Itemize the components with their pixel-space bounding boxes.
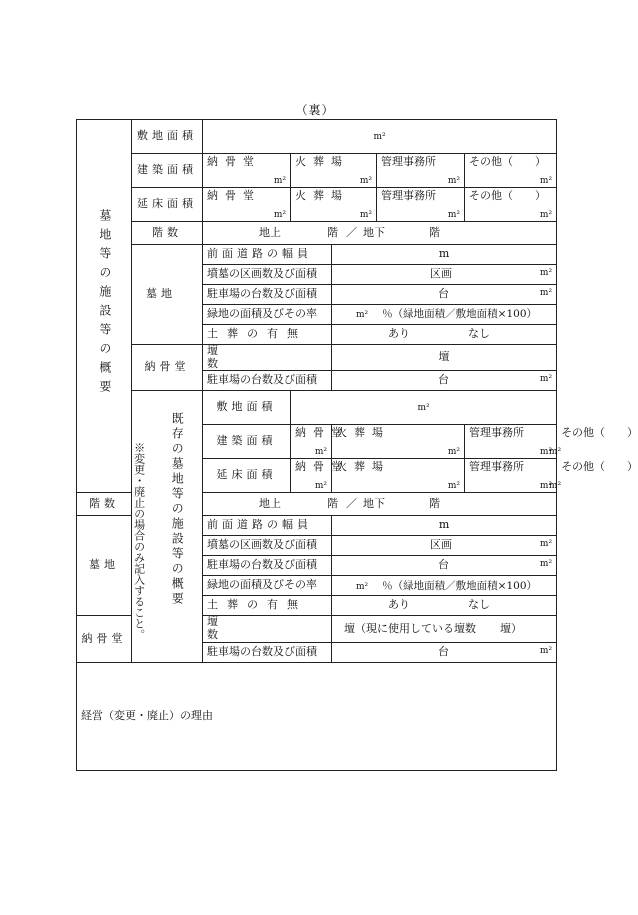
building-area-other[interactable]: その他（ ） m² [465, 154, 557, 188]
existing-parking-field[interactable]: 台 m² [332, 556, 557, 576]
road-width-label: 前面道路の幅員 [203, 245, 332, 265]
building-area-columbarium[interactable]: 納骨堂 m² [203, 154, 291, 188]
building-area-office[interactable]: 管理事務所 m² [377, 154, 465, 188]
existing-road-width-field[interactable]: m [332, 516, 557, 536]
niches-label: 壇数 [203, 345, 332, 371]
existing-floor-area-office[interactable]: 管理事務所 m² [465, 459, 557, 493]
green-area-label: 緑地の面積及びその率 [203, 305, 332, 325]
parking-label: 駐車場の台数及び面積 [203, 285, 332, 305]
existing-road-width-label: 前面道路の幅員 [203, 516, 332, 536]
existing-burial-field[interactable]: あり なし [332, 596, 557, 616]
reason-field[interactable] [77, 662, 557, 770]
existing-grave-lots-field[interactable]: 区画 m² [332, 536, 557, 556]
existing-green-area-label: 緑地の面積及びその率 [203, 576, 332, 596]
existing-floor-area-columbarium[interactable]: 納骨堂 m² [291, 459, 332, 493]
parking-field[interactable]: 台 m² [332, 285, 557, 305]
floor-area-other[interactable]: その他（ ） m² [465, 188, 557, 222]
floors-field[interactable]: 地上 階 ／ 地下 階 [203, 222, 557, 245]
floor-area-label: 延床面積 [132, 188, 203, 222]
existing-floors-label: 階数 [77, 493, 132, 516]
facility-form-table: 墓地等の施設等の概要 敷地面積 m² 建築面積 納骨堂 m² 火葬場 m² 管理事務所 m² その他（ ） m² 延床面積 納骨堂 m² 火葬場 m² 管理事務所 m² その他（ ） m² 階数 地上 階 ／ 地下 階 墓地 前面道路の幅員 m 墳墓の区画数及び面積 区画 m² 駐車場の台数及び面積 台 m² 緑地の面積及びその率 m² ％（緑地面積／敷地面積×100） 土葬の有無 あり なし 納骨堂 壇数 壇 駐車場の台数及び面積 台 m² 既存の墓地等の施設等の概要 ※変更・廃止の場合のみ記入すること。 敷地面積 m² 建築面積 納骨堂 m² 火葬場 m² 管理事務所 m² その他（ ） m² 延床面積 納骨堂 m² 火葬場 m² 管理事務所 m² その他（ ） m² 階数 地上 階 ／ 地下 階 墓地 前面道路の幅員 m 墳墓の区画数及び面積 区画 m² 駐車場の台数及び面積 台 m² 緑地の面積及びその率 m² ％（緑地面積／敷地面積×100） 土葬の有無 あり なし 納骨堂 壇数 壇（現に使用している壇数 壇） 駐車場の台数及び面積 台 m² 経営（変更・廃止）の理由 [76, 119, 557, 771]
section-existing-facility-header [132, 391, 203, 662]
existing-cemetery-label: 墓地 [77, 516, 132, 616]
niches-field[interactable]: 壇 [332, 345, 557, 371]
burial-field[interactable]: あり なし [332, 325, 557, 345]
existing-columbarium-parking-label: 駐車場の台数及び面積 [203, 642, 332, 662]
existing-burial-label: 土葬の有無 [203, 596, 332, 616]
building-area-crematorium[interactable]: 火葬場 m² [291, 154, 377, 188]
floor-area-office[interactable]: 管理事務所 m² [377, 188, 465, 222]
building-area-label: 建築面積 [132, 154, 203, 188]
columbarium-parking-field[interactable]: 台 m² [332, 371, 557, 391]
site-area-label: 敷地面積 [132, 120, 203, 154]
section-new-facility-header [77, 120, 132, 493]
existing-columbarium-parking-field[interactable]: 台 m² [332, 642, 557, 662]
grave-lots-field[interactable]: 区画 m² [332, 265, 557, 285]
reason-label: 経営（変更・廃止）の理由 [81, 708, 213, 722]
grave-lots-label: 墳墓の区画数及び面積 [203, 265, 332, 285]
existing-floor-area-crematorium[interactable]: 火葬場 m² [332, 459, 465, 493]
section-existing-note: ※変更・廃止の場合のみ記入すること。 [132, 442, 146, 641]
existing-green-area-field[interactable]: m² ％（緑地面積／敷地面積×100） [332, 576, 557, 596]
road-width-field[interactable]: m [332, 245, 557, 265]
existing-building-area-columbarium[interactable]: 納骨堂 m² [291, 425, 332, 459]
floor-area-columbarium[interactable]: 納骨堂 m² [203, 188, 291, 222]
existing-niches-label: 壇数 [203, 616, 332, 642]
existing-niches-field[interactable]: 壇（現に使用している壇数 壇） [332, 616, 557, 642]
existing-site-area-label: 敷地面積 [203, 391, 291, 425]
burial-label: 土葬の有無 [203, 325, 332, 345]
green-area-field[interactable]: m² ％（緑地面積／敷地面積×100） [332, 305, 557, 325]
floors-label: 階数 [132, 222, 203, 245]
cemetery-label: 墓地 [132, 245, 203, 345]
columbarium-parking-label: 駐車場の台数及び面積 [203, 371, 332, 391]
existing-columbarium-label: 納骨堂 [77, 616, 132, 662]
existing-building-area-crematorium[interactable]: 火葬場 m² [332, 425, 465, 459]
existing-building-area-office[interactable]: 管理事務所 m² [465, 425, 557, 459]
floor-area-crematorium[interactable]: 火葬場 m² [291, 188, 377, 222]
existing-site-area-field[interactable]: m² [291, 391, 557, 425]
existing-parking-label: 駐車場の台数及び面積 [203, 556, 332, 576]
existing-floor-area-label: 延床面積 [203, 459, 291, 493]
columbarium-label: 納骨堂 [132, 345, 203, 391]
site-area-field[interactable]: m² [203, 120, 557, 154]
page-side-label: （裏） [295, 103, 335, 117]
existing-building-area-label: 建築面積 [203, 425, 291, 459]
section-new-title: 墓地等の施設等の概要 [97, 209, 112, 400]
section-existing-title: 既存の墓地等の施設等の概要 [170, 412, 185, 608]
existing-floors-field[interactable]: 地上 階 ／ 地下 階 [203, 493, 557, 516]
existing-grave-lots-label: 墳墓の区画数及び面積 [203, 536, 332, 556]
